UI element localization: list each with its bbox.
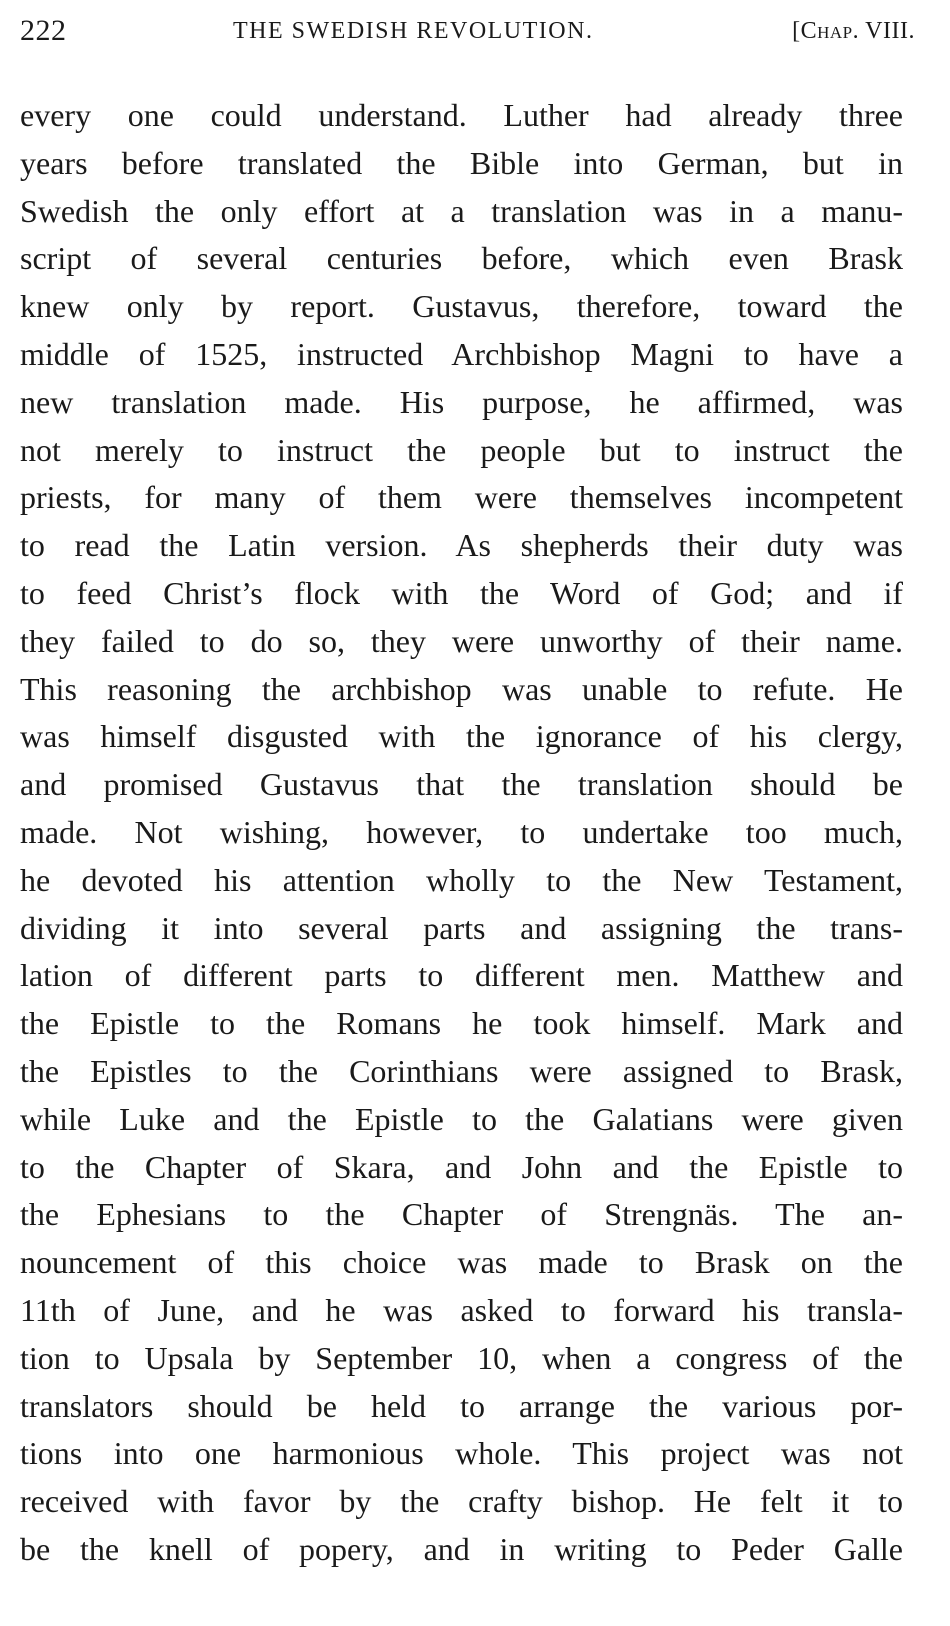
text-line: translators should be held to arrange the various por-: [20, 1387, 903, 1424]
text-line: not merely to instruct the people but to instruct the: [20, 431, 903, 468]
body-text: [20, 92, 903, 1574]
text-line: script of several centuries before, which even Brask: [20, 240, 903, 277]
text-line: the Epistles to the Corinthians were assigned to Brask,: [20, 1052, 903, 1089]
page-number: 222: [20, 14, 67, 47]
text-line: lation of different parts to different men. Matthew and: [20, 957, 903, 994]
text-line: knew only by report. Gustavus, therefore, toward the: [20, 288, 903, 325]
text-line: This reasoning the archbishop was unable to refute. He: [20, 670, 903, 707]
text-line: he devoted his attention wholly to the New Testament,: [20, 861, 903, 898]
chapter-reference: [Chap. VIII.: [792, 18, 915, 44]
text-line: every one could understand. Luther had already three: [20, 97, 903, 133]
running-title: THE SWEDISH REVOLUTION.: [233, 18, 594, 44]
text-line: priests, for many of them were themselves incompetent: [20, 479, 903, 516]
text-line: made. Not wishing, however, to undertake too much,: [20, 813, 903, 850]
running-head: [20, 14, 915, 54]
text-line: they failed to do so, they were unworthy of their name.: [20, 622, 903, 659]
text-line: 11th of June, and he was asked to forward his transla-: [20, 1291, 903, 1328]
text-line: tion to Upsala by September 10, when a congress of the: [20, 1339, 903, 1376]
text-line: new translation made. His purpose, he affirmed, was: [20, 383, 903, 420]
text-line: be the knell of popery, and in writing to Peder Galle: [20, 1530, 903, 1567]
text-line: middle of 1525, instructed Archbishop Magni to have a: [20, 335, 903, 372]
text-line: Swedish the only effort at a translation was in a manu-: [20, 192, 903, 229]
text-line: nouncement of this choice was made to Brask on the: [20, 1244, 903, 1281]
text-line: to the Chapter of Skara, and John and the Epistle to: [20, 1148, 903, 1185]
text-line: years before translated the Bible into German, but in: [20, 144, 903, 181]
text-line: dividing it into several parts and assigning the trans-: [20, 909, 903, 946]
text-line: the Epistle to the Romans he took himself. Mark and: [20, 1005, 903, 1042]
text-line: while Luke and the Epistle to the Galatians were given: [20, 1100, 903, 1137]
text-line: received with favor by the crafty bishop. He felt it to: [20, 1483, 903, 1520]
text-line: to feed Christ’s flock with the Word of God; and if: [20, 574, 903, 611]
text-line: tions into one harmonious whole. This project was not: [20, 1435, 903, 1472]
text-line: and promised Gustavus that the translation should be: [20, 766, 903, 803]
text-line: to read the Latin version. As shepherds their duty was: [20, 527, 903, 564]
text-line: was himself disgusted with the ignorance of his clergy,: [20, 718, 903, 755]
text-line: the Ephesians to the Chapter of Strengnäs. The an-: [20, 1196, 903, 1233]
